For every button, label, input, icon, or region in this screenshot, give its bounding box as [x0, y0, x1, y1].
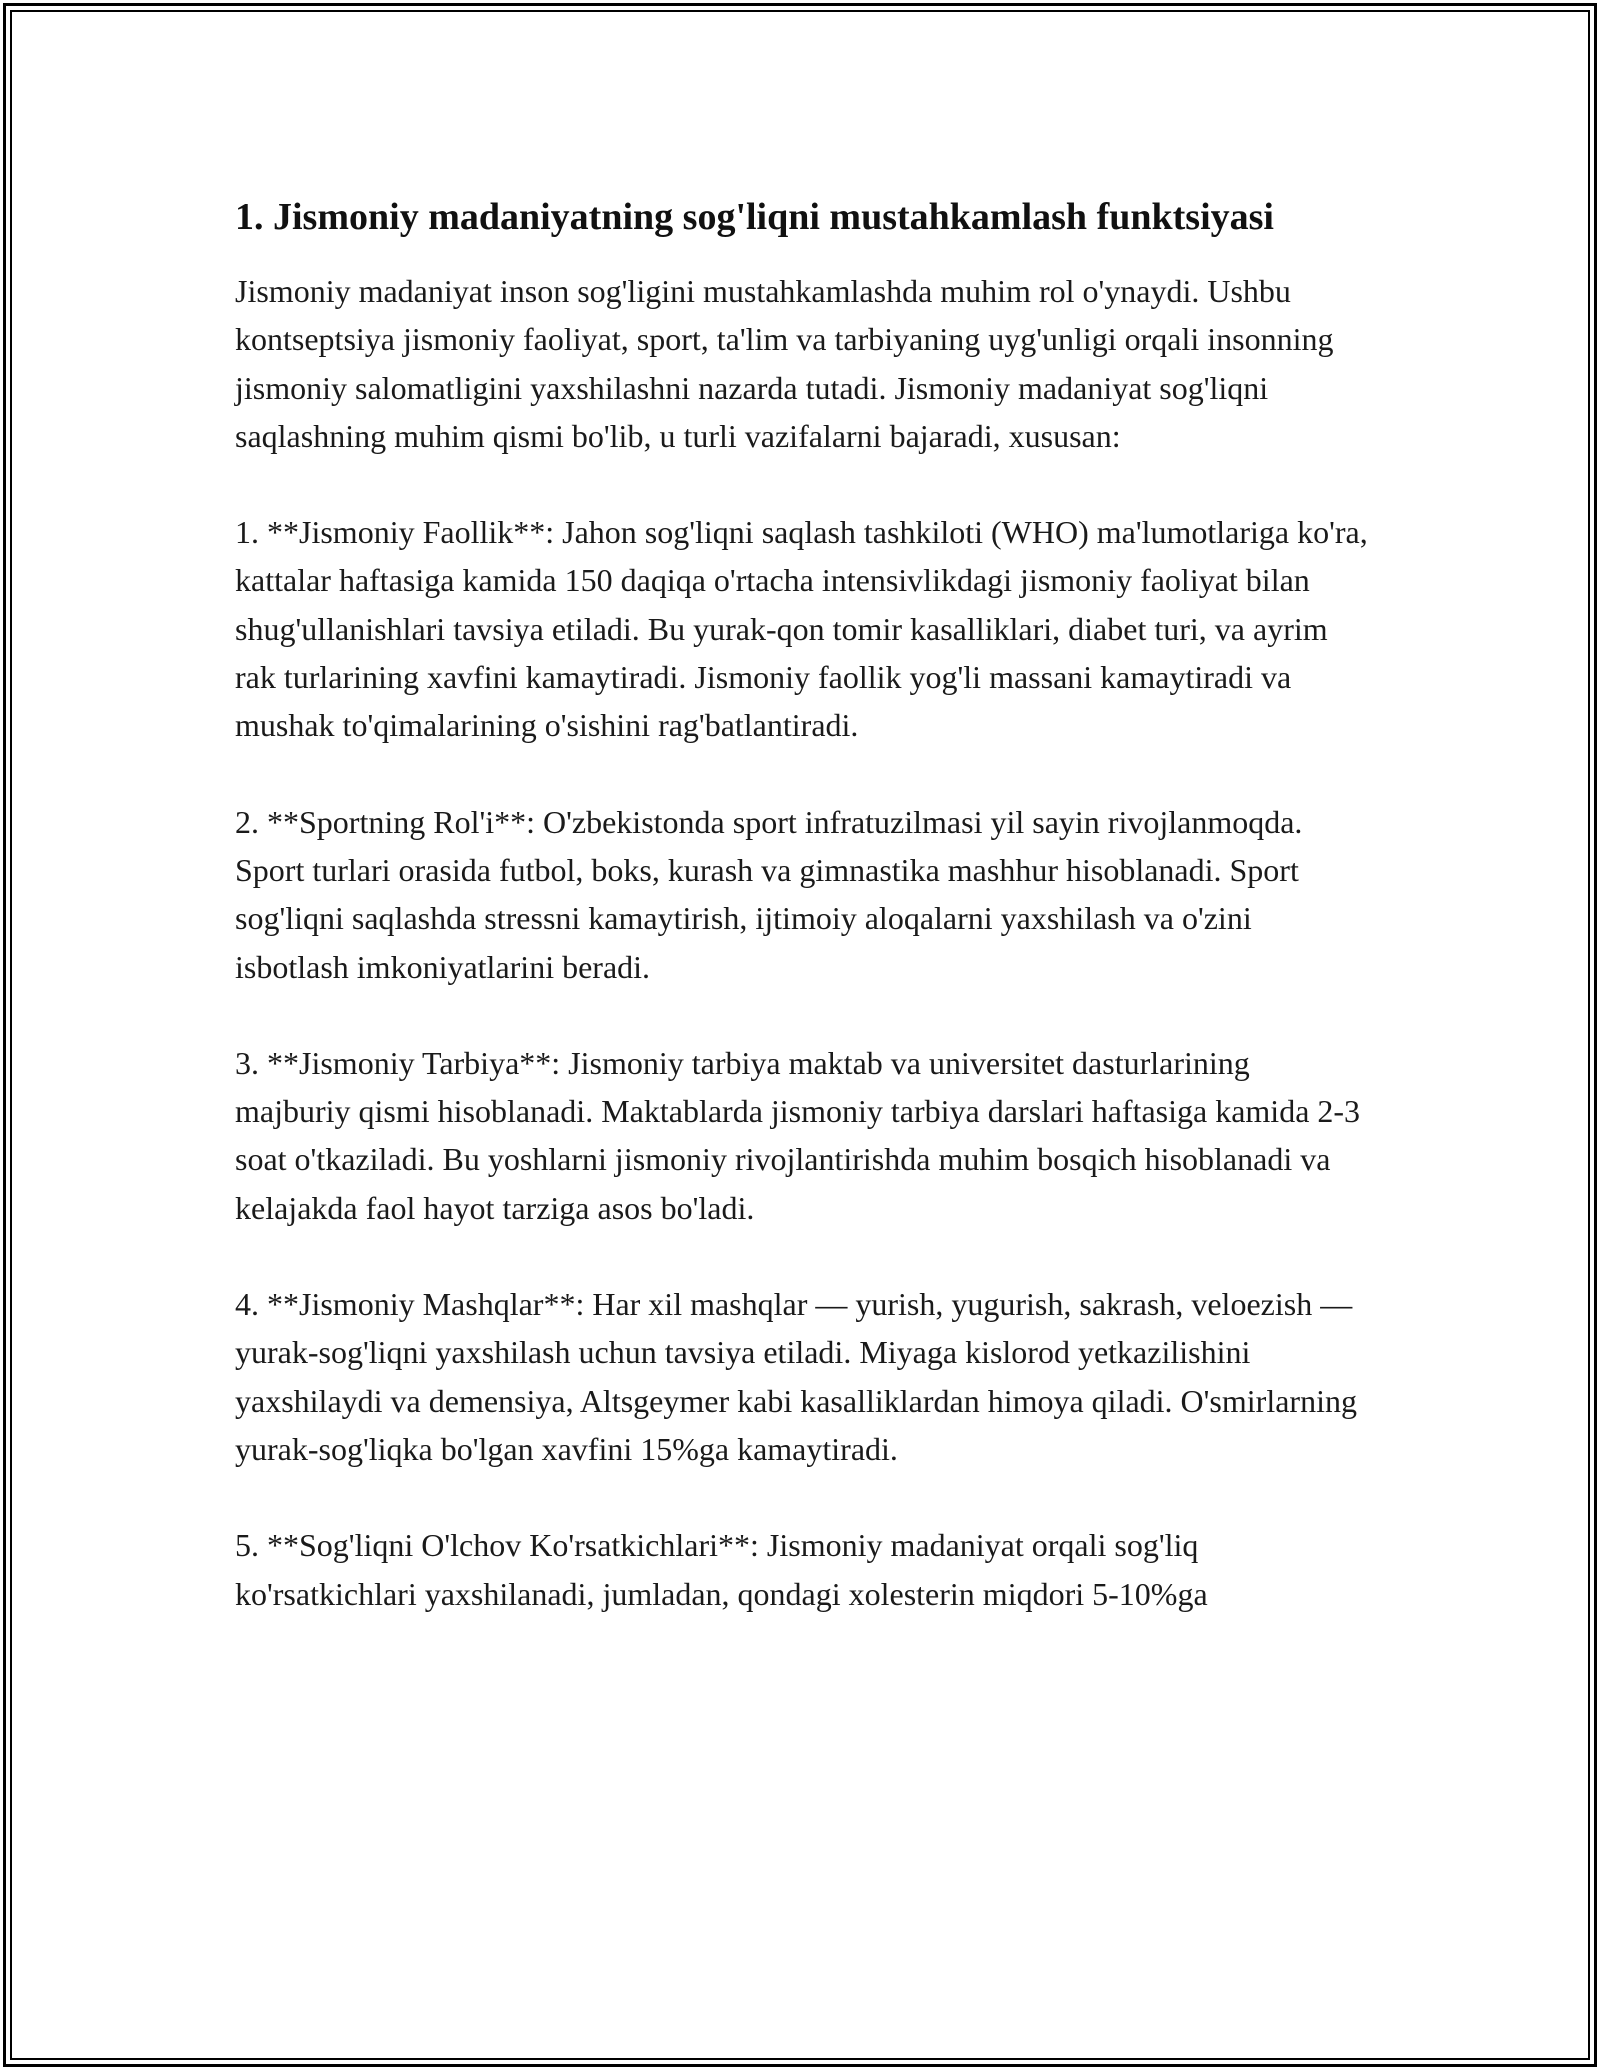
- list-item-jismoniy-faollik: 1. **Jismoniy Faollik**: Jahon sog'liqni saqlash tashkiloti (WHO) ma'lumotlariga ko'ra, kattalar haftasiga kamida 150 daqiqa o'rtacha intensivlikdagi jismoniy faoliyat bilan shug'ullanishlari tavsiya etiladi. Bu yurak-qon tomir kasalliklari, diabet turi, va ayrim rak turlarining xavfini kamaytiradi. Jismoniy faollik yog'li massani kamaytiradi va mushak to'qimalarining o'sishini rag'batlantiradi.: [235, 514, 1368, 744]
- section-heading: 1. Jismoniy madaniyatning sog'liqni mustahkamlash funktsiyasi: [235, 196, 1274, 238]
- list-item-sportning-roli: 2. **Sportning Rol'i**: O'zbekistonda sport infratuzilmasi yil sayin rivojlanmoqda. Sport turlari orasida futbol, boks, kurash va gimnastika mashhur hisoblanadi. Sport sog'liqni saqlashda stressni kamaytirish, ijtimoiy aloqalarni yaxshilash va o'zini isbotlash imkoniyatlarini beradi.: [235, 803, 1303, 985]
- list-item-jismoniy-mashqlar: 4. **Jismoniy Mashqlar**: Har xil mashqlar — yurish, yugurish, sakrash, veloezish — yurak-sog'liqni yaxshilash uchun tavsiya etiladi. Miyaga kislorod yetkazilishini yaxshilaydi va demensiya, Altsgeymer kabi kasalliklardan himoya qiladi. O'smirlarning yurak-sog'liqka bo'lgan xavfini 15%ga kamaytiradi.: [235, 1286, 1357, 1467]
- intro-paragraph: Jismoniy madaniyat inson sog'ligini mustahkamlashda muhim rol o'ynaydi. Ushbu kontseptsiya jismoniy faoliyat, sport, ta'lim va tarbiyaning uyg'unligi orqali insonning jismoniy salomatligini yaxshilashni nazarda tutadi. Jismoniy madaniyat sog'liqni saqlashning muhim qismi bo'lib, u turli vazifalarni bajaradi, xususan:: [235, 273, 1334, 454]
- document-body: [235, 190, 1370, 1618]
- list-item-olchov-korsatkichlari: 5. **Sog'liqni O'lchov Ko'rsatkichlari**: Jismoniy madaniyat orqali sog'liq ko'rsatkichlari yaxshilanadi, jumladan, qondagi xolesterin miqdori 5-10%ga: [235, 1527, 1208, 1612]
- list-item-jismoniy-tarbiya: 3. **Jismoniy Tarbiya**: Jismoniy tarbiya maktab va universitet dasturlarining majburiy qismi hisoblanadi. Maktablarda jismoniy tarbiya darslari haftasiga kamida 2-3 soat o'tkaziladi. Bu yoshlarni jismoniy rivojlantirishda muhim bosqich hisoblanadi va kelajakda faol hayot tarziga asos bo'ladi.: [235, 1044, 1361, 1226]
